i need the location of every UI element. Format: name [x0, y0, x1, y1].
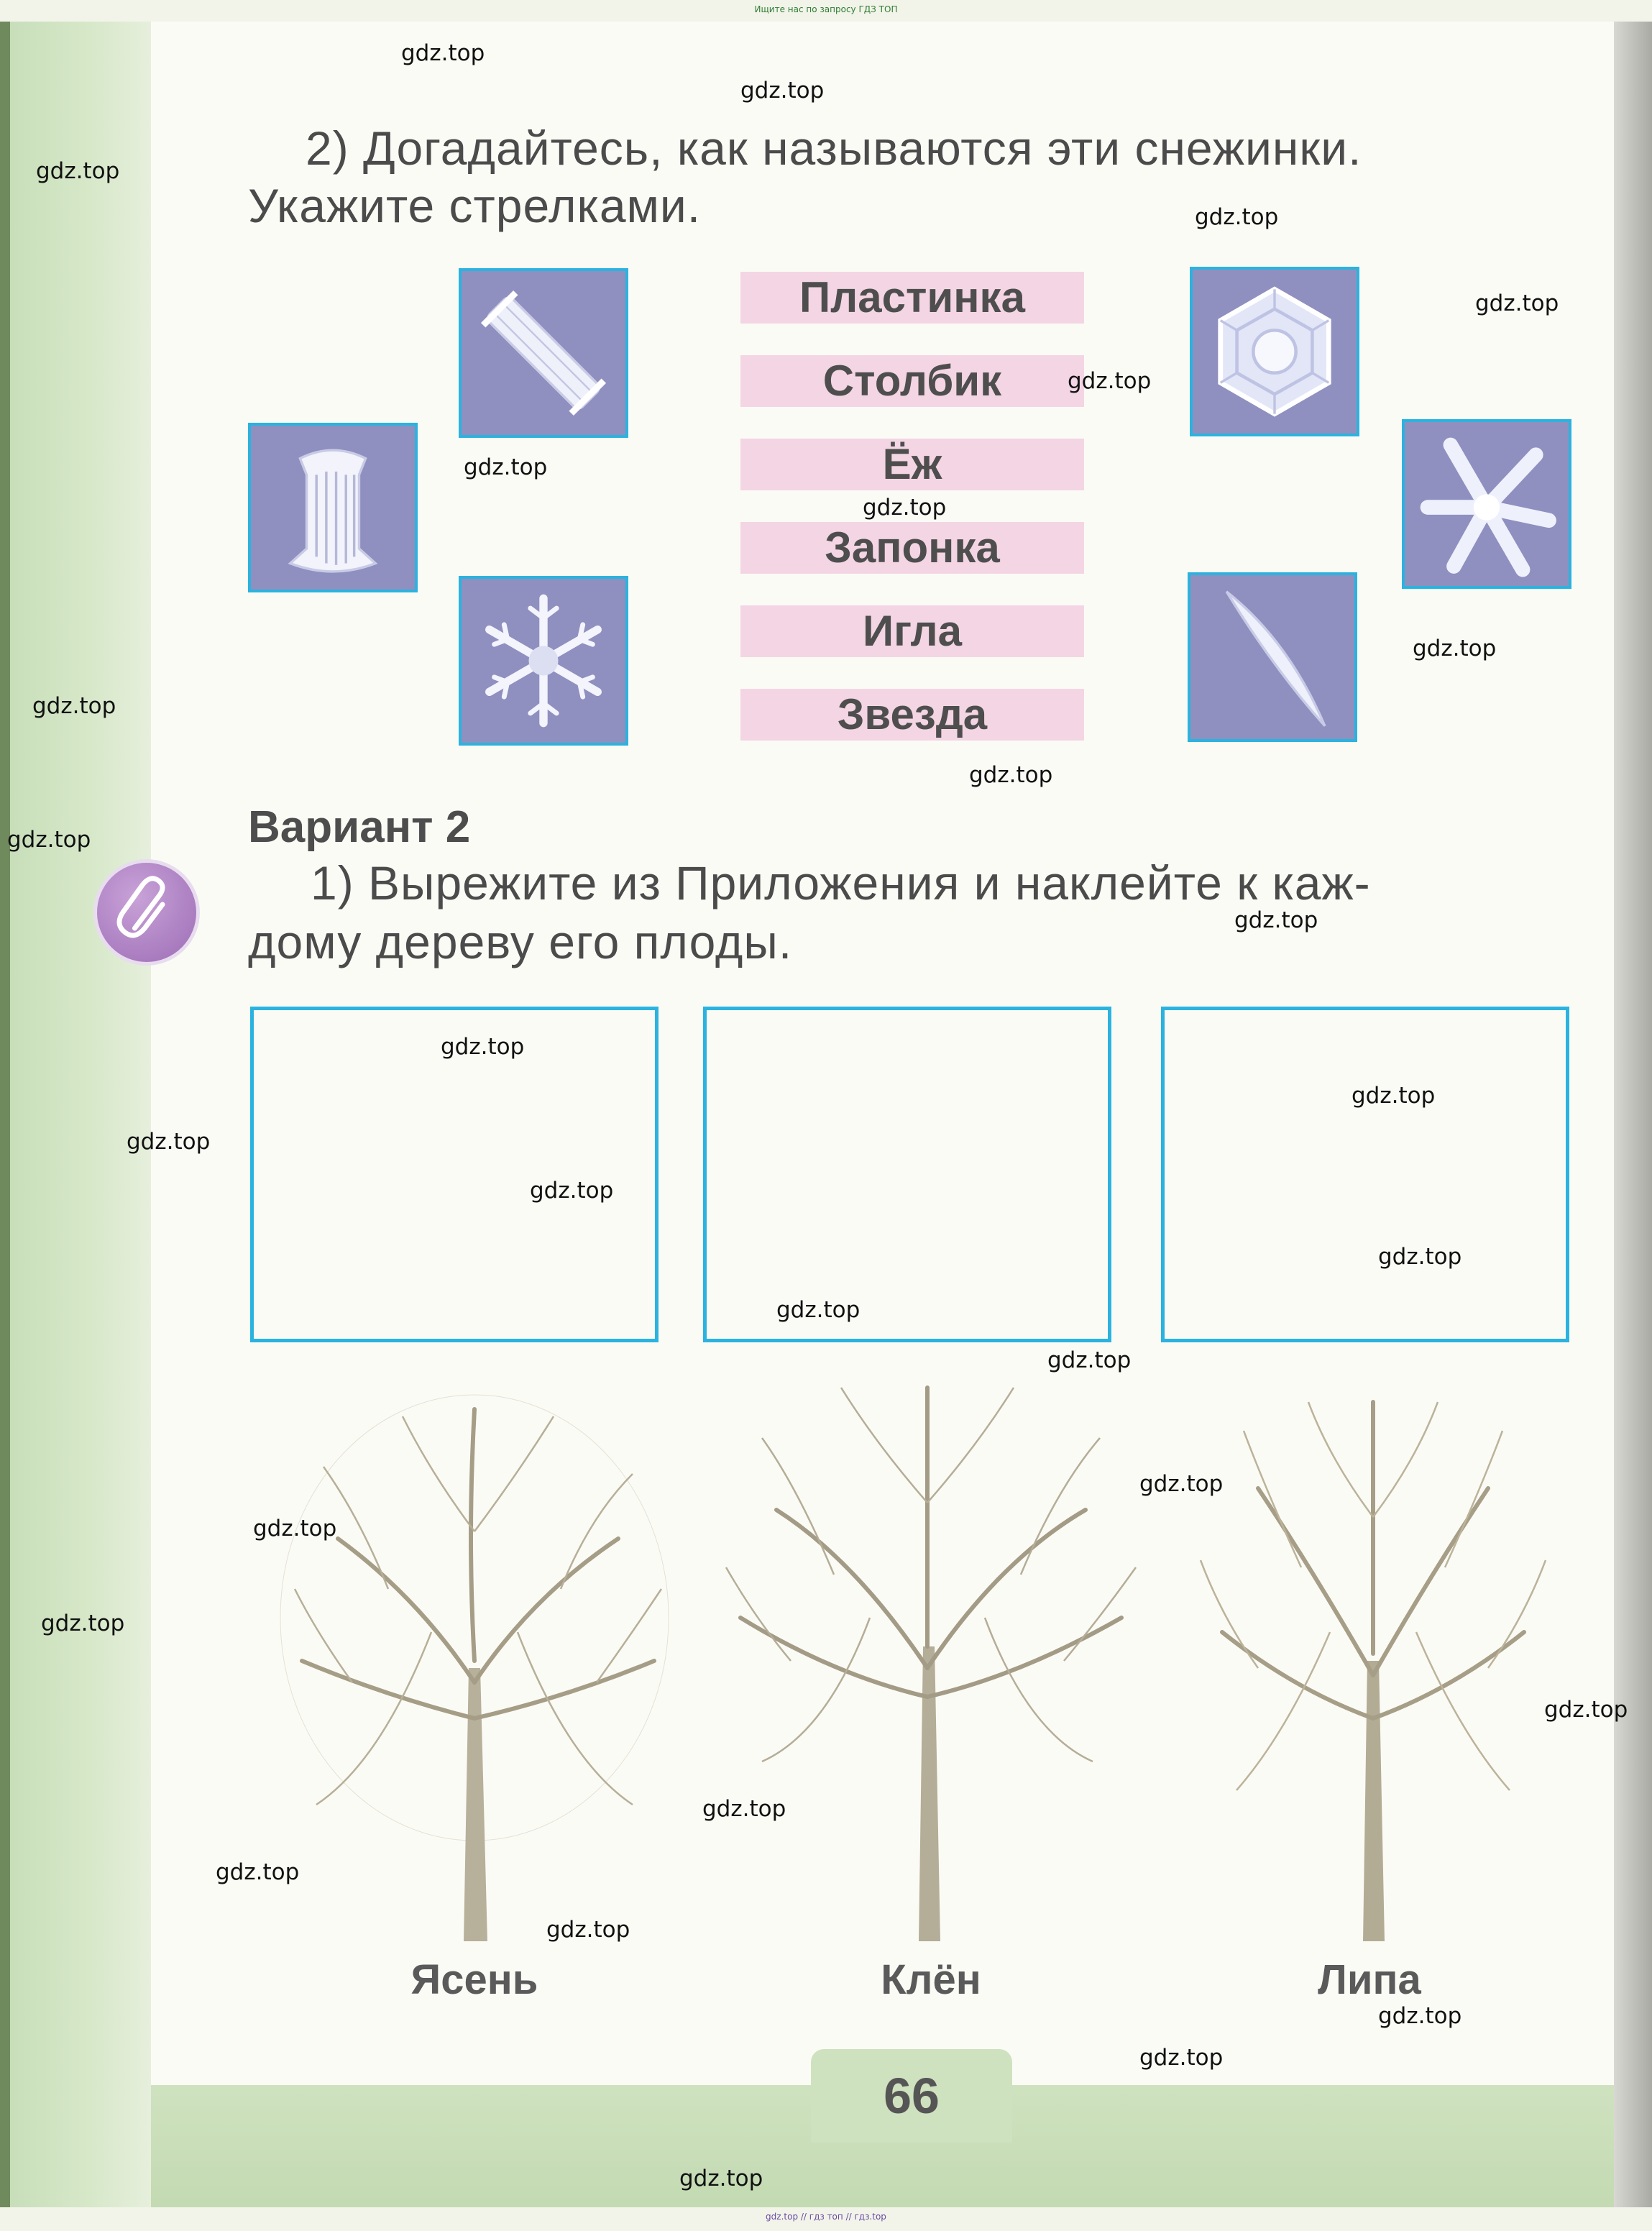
hedgehog-crystal-tile	[1402, 419, 1571, 589]
snowflake-name-column: Столбик	[740, 355, 1084, 407]
snowflake-name-plate: Пластинка	[740, 272, 1084, 324]
needle-crystal-icon	[1190, 575, 1354, 739]
column-crystal-tile	[248, 423, 418, 592]
watermark: gdz.top	[253, 1516, 337, 1541]
cufflink-crystal-icon	[462, 271, 625, 435]
watermark: gdz.top	[1413, 636, 1497, 661]
variant-title: Вариант 2	[248, 802, 471, 852]
maple-tree-illustration	[712, 1359, 1143, 1948]
snowflake-name-hedgehog: Ёж	[740, 439, 1084, 490]
watermark: gdz.top	[546, 1917, 630, 1943]
variant-line2: дому дереву его плоды.	[248, 915, 793, 968]
watermark: gdz.top	[1195, 204, 1279, 230]
watermark: gdz.top	[1544, 1697, 1628, 1723]
watermark: gdz.top	[401, 40, 485, 66]
task2-line1: 2) Догадайтесь, как называются эти снежинки.	[306, 122, 1362, 175]
watermark: gdz.top	[32, 693, 116, 719]
bottom-banner: gdz.top // гдз топ // гдз.top	[766, 2212, 886, 2222]
answer-box-linden[interactable]	[1161, 1007, 1569, 1342]
watermark: gdz.top	[530, 1178, 614, 1204]
watermark: gdz.top	[127, 1129, 211, 1155]
linden-tree-illustration	[1157, 1359, 1589, 1948]
watermark: gdz.top	[441, 1034, 525, 1060]
needle-crystal-tile	[1188, 572, 1357, 742]
page-number: 66	[811, 2049, 1012, 2143]
plate-crystal-tile	[1190, 267, 1359, 436]
column-crystal-icon	[251, 426, 415, 590]
tree-label-ash: Ясень	[410, 1956, 538, 2003]
watermark: gdz.top	[679, 2166, 763, 2191]
watermark: gdz.top	[1352, 1083, 1436, 1109]
watermark: gdz.top	[1475, 290, 1559, 316]
star-crystal-icon	[462, 579, 625, 743]
snowflake-name-star: Звезда	[740, 689, 1084, 741]
watermark: gdz.top	[1378, 2003, 1462, 2029]
snowflake-name-cufflink: Запонка	[740, 522, 1084, 574]
watermark: gdz.top	[863, 495, 947, 521]
watermark: gdz.top	[1068, 368, 1152, 394]
snowflake-name-needle: Игла	[740, 605, 1084, 657]
watermark: gdz.top	[216, 1859, 300, 1885]
tree-label-linden: Липа	[1318, 1956, 1421, 2003]
watermark: gdz.top	[1047, 1347, 1132, 1373]
task2-line2: Укажите стрелками.	[248, 179, 702, 232]
watermark: gdz.top	[740, 78, 825, 104]
variant-line1: 1) Вырежите из Приложения и наклейте к каж-	[311, 856, 1371, 910]
watermark: gdz.top	[1139, 1471, 1224, 1497]
watermark: gdz.top	[1378, 1244, 1462, 1270]
watermark: gdz.top	[464, 454, 548, 480]
watermark: gdz.top	[36, 158, 120, 184]
paperclip-icon	[97, 863, 196, 962]
plate-crystal-icon	[1193, 270, 1357, 434]
watermark: gdz.top	[1139, 2045, 1224, 2071]
paperclip-badge	[93, 859, 200, 966]
page-edge	[1614, 22, 1652, 2207]
watermark: gdz.top	[41, 1611, 125, 1636]
star-crystal-tile	[459, 576, 628, 746]
ash-tree-illustration	[259, 1359, 690, 1948]
watermark: gdz.top	[702, 1796, 786, 1822]
watermark: gdz.top	[776, 1297, 861, 1323]
watermark: gdz.top	[7, 827, 91, 853]
tree-label-maple: Клён	[881, 1956, 981, 2003]
book-spine	[0, 22, 10, 2207]
answer-box-maple[interactable]	[703, 1007, 1111, 1342]
cufflink-crystal-tile	[459, 268, 628, 438]
watermark: gdz.top	[969, 762, 1053, 788]
watermark: gdz.top	[1234, 907, 1318, 933]
top-banner: Ищите нас по запросу ГДЗ ТОП	[754, 4, 898, 14]
hedgehog-crystal-icon	[1405, 422, 1569, 586]
left-margin-strip	[0, 22, 151, 2207]
